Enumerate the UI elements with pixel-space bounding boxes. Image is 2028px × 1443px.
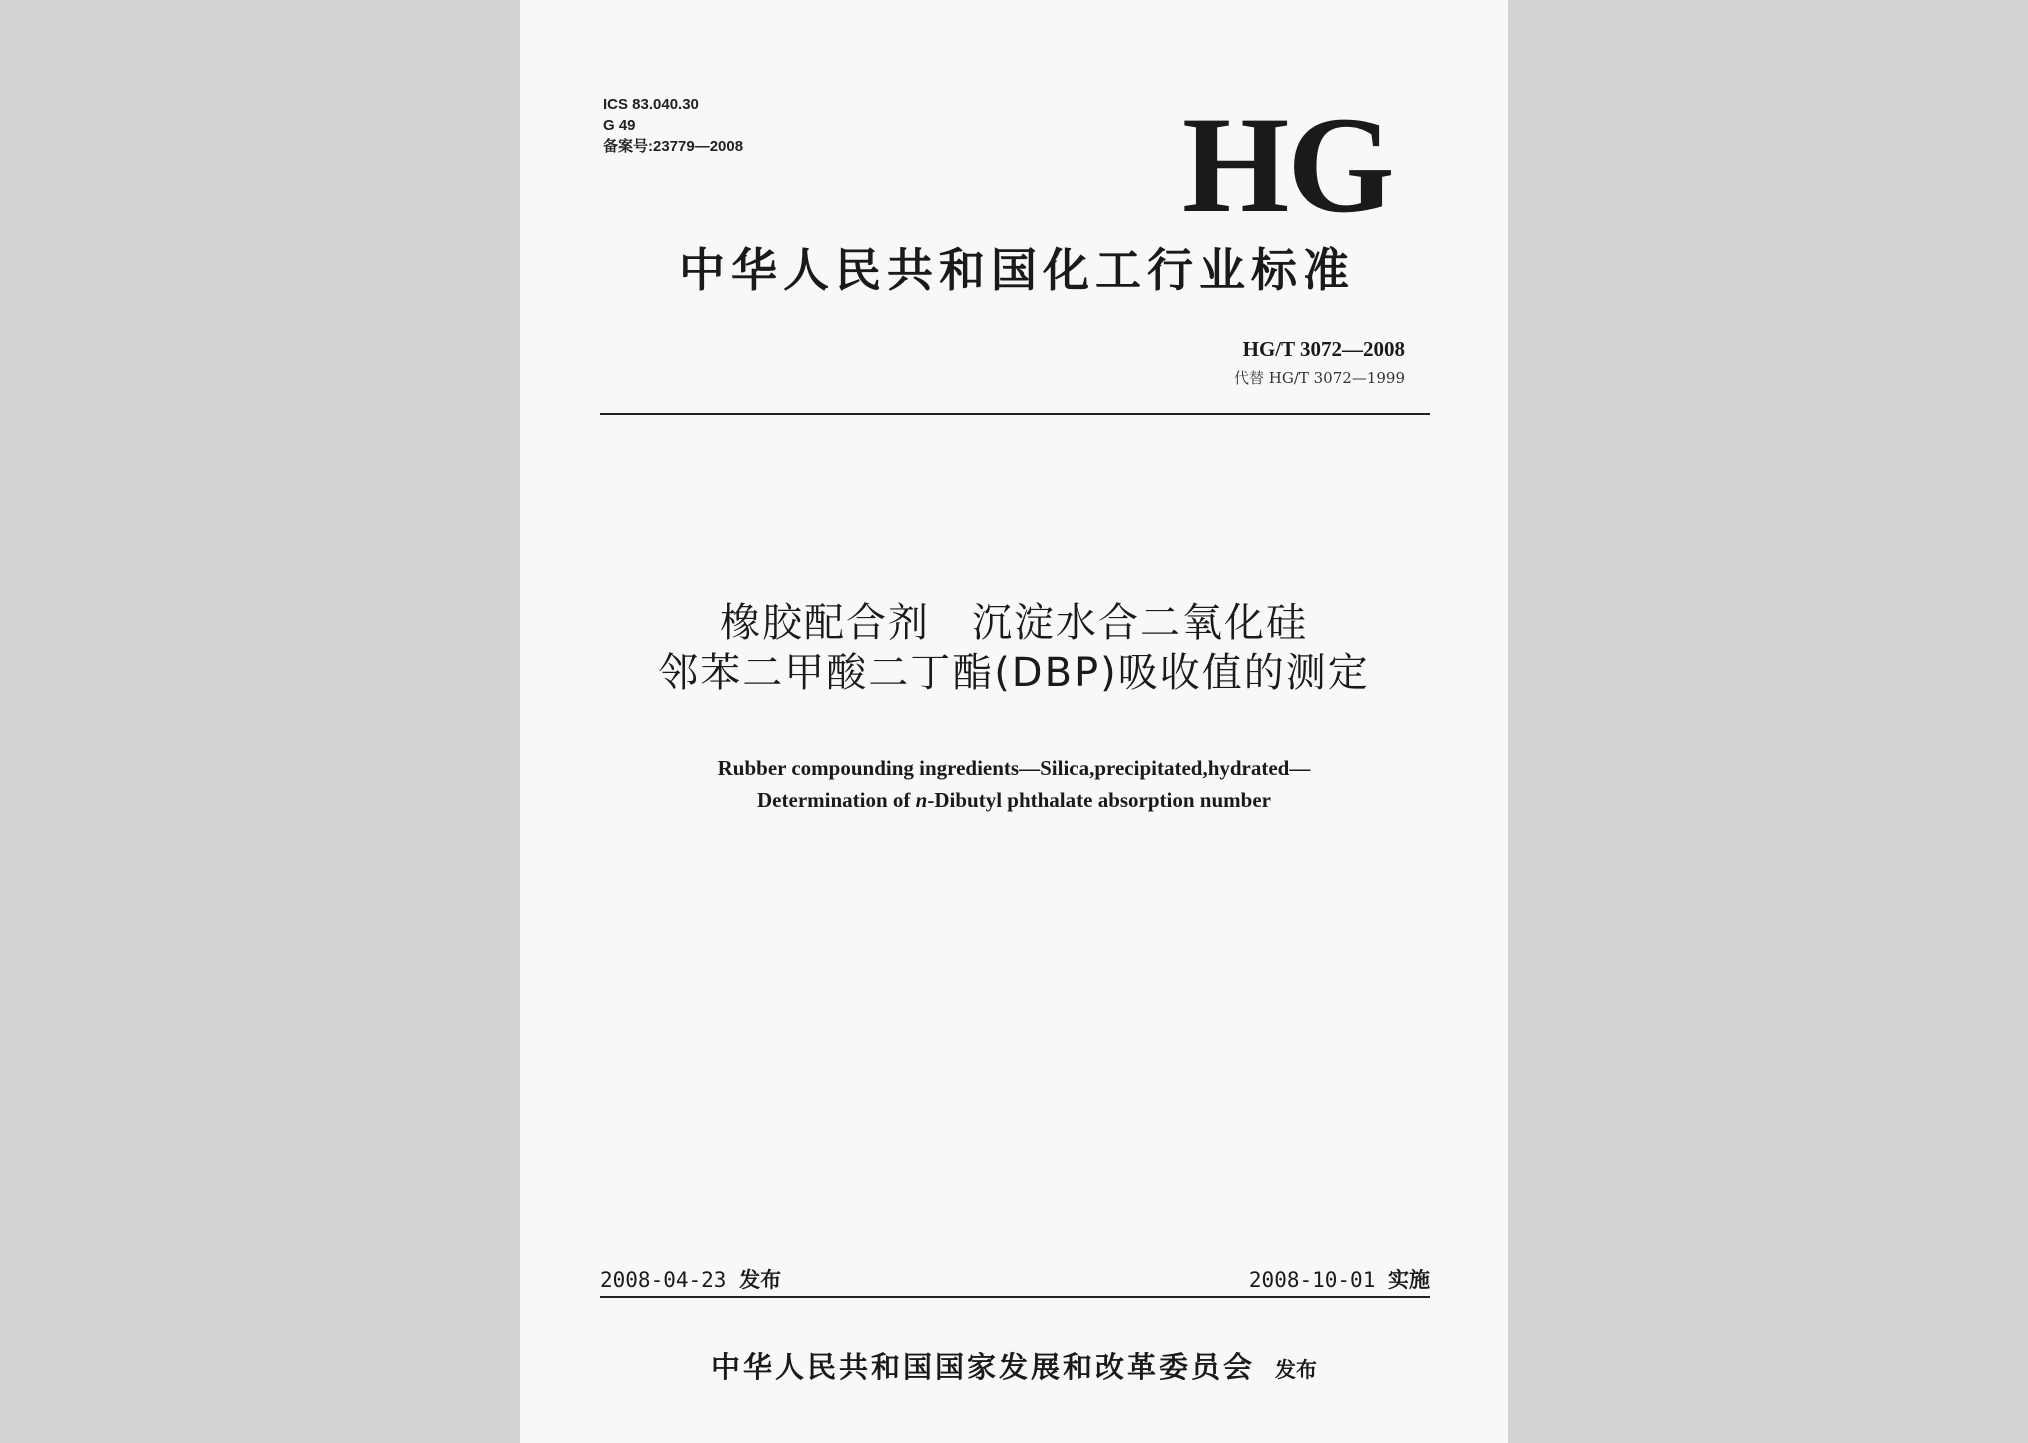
replaces-standard: 代替 HG/T 3072—1999 [1233,369,1405,387]
issue-date: 2008-04-23 [600,1268,727,1292]
title-english-line-2-italic: n [915,788,928,812]
standard-name: 中华人民共和国化工行业标准 [679,243,1355,297]
implement-date-block [1249,1266,1430,1294]
implement-date: 2008-10-01 [1248,1268,1376,1292]
title-chinese [520,598,1508,698]
issuer-verb: 发布 [1275,1358,1317,1382]
standard-code: HG/T 3072—2008 [1242,337,1405,361]
issue-label: 发布 [739,1268,782,1292]
implement-label: 实施 [1388,1268,1430,1292]
ics-code: ICS 83.040.30 [603,96,699,113]
title-chinese-line-2: 邻苯二甲酸二丁酯(DBP)吸收值的测定 [658,650,1370,696]
title-english-line-1: Rubber compounding ingredients—Silica,precipitated,hydrated— [717,756,1311,780]
header-divider [600,413,1430,415]
record-number: 备案号:23779—2008 [603,138,744,155]
issue-date-block [600,1266,781,1294]
ccs-code: G 49 [603,117,636,134]
title-english-line-2-suffix: -Dibutyl phthalate absorption number [927,788,1271,812]
issuer-organization: 中华人民共和国国家发展和改革委员会 [710,1350,1255,1384]
title-english-line-2-prefix: Determination of [757,788,916,812]
hg-logo: HG [1182,88,1393,241]
footer-divider [600,1296,1430,1298]
dates-row [600,1266,1430,1296]
classification-block [603,94,743,157]
issuer-line [520,1345,1508,1386]
title-english [520,752,1508,816]
title-english-line-2 [520,784,1508,816]
standard-cover-page [520,0,1508,1443]
title-chinese-line-1: 橡胶配合剂 沉淀水合二氧化硅 [720,600,1308,646]
